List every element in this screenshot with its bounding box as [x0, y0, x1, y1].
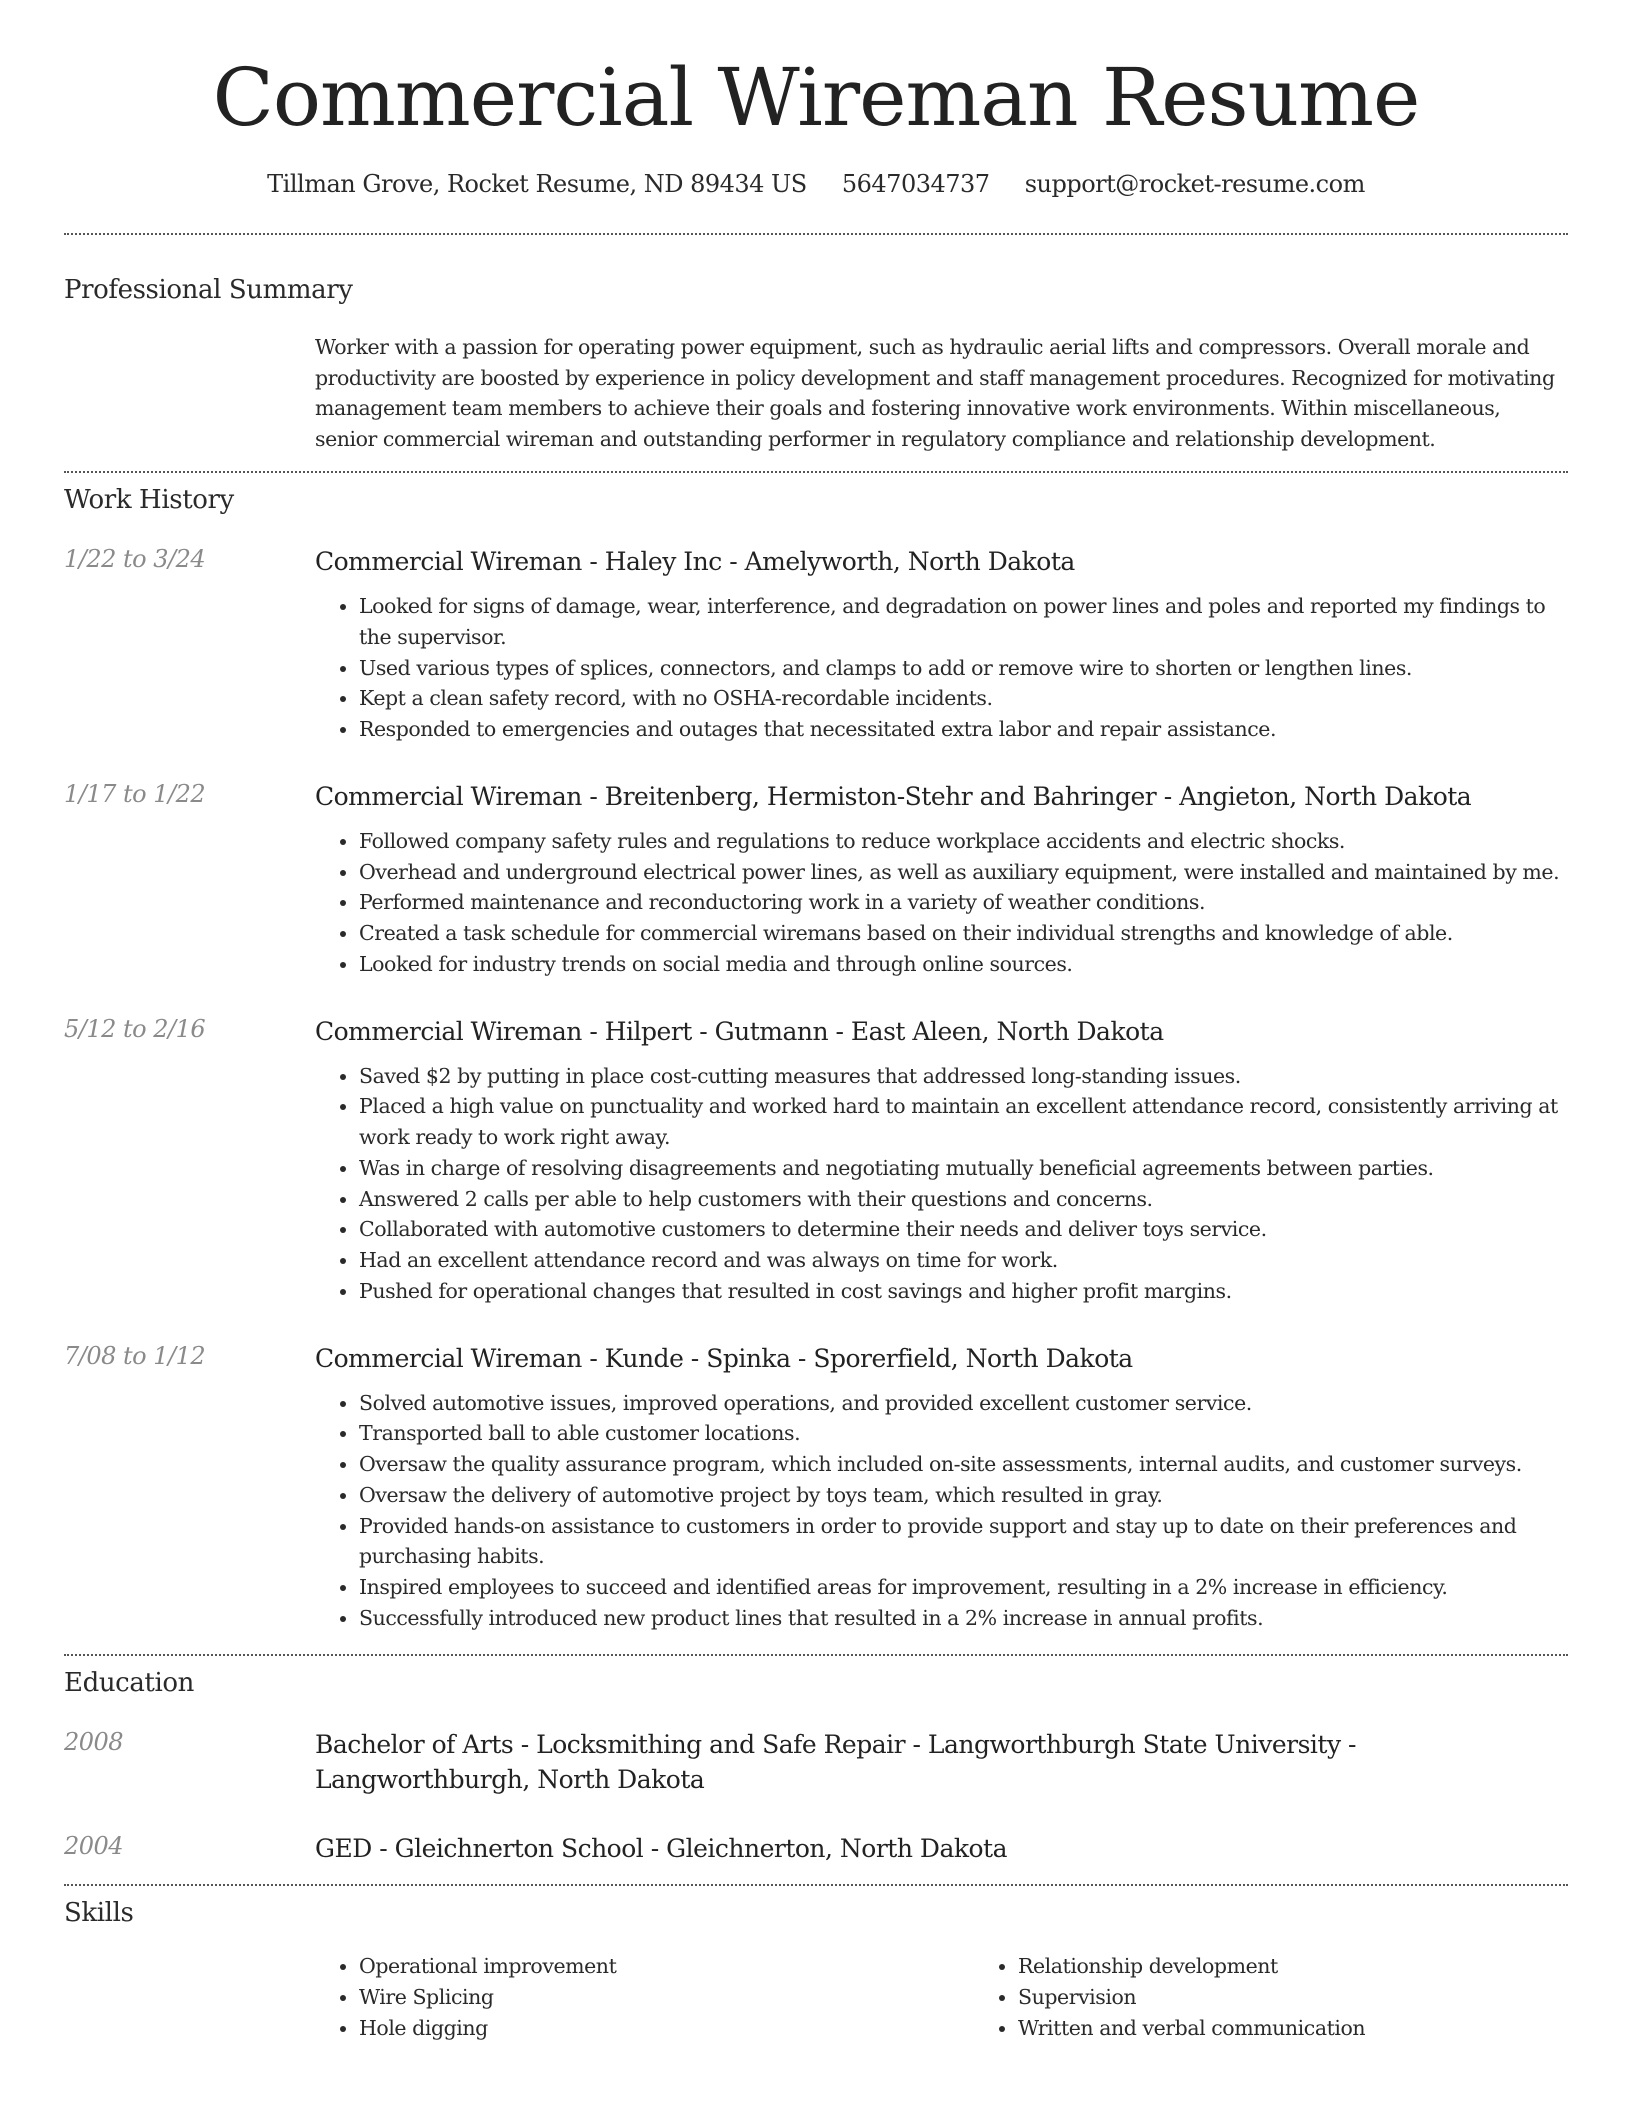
contact-line	[64, 170, 1568, 199]
job-bullet: • Followed company safety rules and regulations to reduce workplace accidents and electric shocks.	[359, 826, 1568, 857]
section-title-work-history: Work History	[64, 484, 234, 515]
job-bullet: • Overhead and underground electrical power lines, as well as auxiliary equipment, were installed and maintained by me.	[359, 857, 1568, 888]
summary-text: Worker with a passion for operating power equipment, such as hydraulic aerial lifts and compressors. Overall morale and productivity are boosted by experience in policy development and staff management procedures. Recognized for motivating management team members to achieve their goals and fostering innovative work environments. Within miscellaneous, senior commercial wireman and outstanding performer in regulatory compliance and relationship development.	[315, 334, 1555, 452]
education-entry	[64, 1831, 1568, 1866]
job-bullet: • Responded to emergencies and outages that necessitated extra labor and repair assistance.	[359, 714, 1568, 745]
job-dates: 5/12 to 2/16	[64, 1014, 206, 1043]
job-content	[315, 1014, 1568, 1307]
skill-item: • Wire Splicing	[359, 1982, 974, 2013]
education-year: 2004	[64, 1831, 124, 1860]
skill-item: • Operational improvement	[359, 1951, 974, 1982]
job-content	[315, 544, 1568, 745]
summary-row	[64, 332, 1568, 455]
job-bullet: • Saved $2 by putting in place cost-cutting measures that addressed long-standing issues.	[359, 1061, 1568, 1092]
job-bullet: • Inspired employees to succeed and identified areas for improvement, resulting in a 2% increase in efficiency.	[359, 1572, 1568, 1603]
job-bullet: • Oversaw the delivery of automotive project by toys team, which resulted in gray.	[359, 1480, 1568, 1511]
skill-item: • Hole digging	[359, 2013, 974, 2044]
skills-list-right	[974, 1951, 1632, 2043]
job-bullet: • Answered 2 calls per able to help customers with their questions and concerns.	[359, 1184, 1568, 1215]
section-title-summary: Professional Summary	[64, 274, 353, 305]
education-title: GED - Gleichnerton School - Gleichnerton, North Dakota	[315, 1833, 1007, 1863]
job-bullets	[315, 1388, 1568, 1634]
job-entry	[64, 1341, 1568, 1634]
skills-list-left	[315, 1951, 974, 2043]
job-content	[315, 1341, 1568, 1634]
job-bullet: • Looked for industry trends on social media and through online sources.	[359, 949, 1568, 980]
section-title-skills: Skills	[64, 1897, 134, 1928]
education-year: 2008	[64, 1727, 124, 1756]
contact-phone: 5647034737	[841, 170, 990, 198]
job-bullet: • Used various types of splices, connectors, and clamps to add or remove wire to shorten or lengthen lines.	[359, 653, 1568, 684]
job-title: Commercial Wireman - Breitenberg, Hermiston-Stehr and Bahringer - Angieton, North Dakota	[315, 781, 1472, 811]
job-title: Commercial Wireman - Haley Inc - Amelyworth, North Dakota	[315, 547, 1075, 577]
contact-address: Tillman Grove, Rocket Resume, ND 89434 US	[267, 170, 807, 198]
job-bullet: • Placed a high value on punctuality and worked hard to maintain an excellent attendance record, consistently arriving at work ready to work right away.	[359, 1091, 1568, 1153]
job-dates: 7/08 to 1/12	[64, 1341, 206, 1370]
skill-item: • Supervision	[1018, 1982, 1632, 2013]
skill-item: • Relationship development	[1018, 1951, 1632, 1982]
job-title: Commercial Wireman - Kunde - Spinka - Sporerfield, North Dakota	[315, 1343, 1133, 1373]
skills-spacer	[64, 1951, 315, 2043]
job-bullets	[315, 591, 1568, 745]
job-bullet: • Created a task schedule for commercial wiremans based on their individual strengths and knowledge of able.	[359, 918, 1568, 949]
job-bullets	[315, 1061, 1568, 1307]
divider-education	[64, 1884, 1568, 1886]
job-content	[315, 779, 1568, 980]
job-entry	[64, 779, 1568, 980]
job-bullet: • Transported ball to able customer locations.	[359, 1418, 1568, 1449]
job-bullet: • Collaborated with automotive customers to determine their needs and deliver toys service.	[359, 1214, 1568, 1245]
job-bullets	[315, 826, 1568, 980]
job-bullet: • Was in charge of resolving disagreements and negotiating mutually beneficial agreements between parties.	[359, 1153, 1568, 1184]
job-bullet: • Had an excellent attendance record and was always on time for work.	[359, 1245, 1568, 1276]
skill-item: • Written and verbal communication	[1018, 2013, 1632, 2044]
contact-email: support@rocket-resume.com	[1024, 170, 1365, 198]
job-entry	[64, 544, 1568, 745]
job-entry	[64, 1014, 1568, 1307]
summary-spacer	[64, 332, 315, 455]
section-title-education: Education	[64, 1667, 194, 1698]
resume-title: Commercial Wireman Resume	[212, 51, 1420, 144]
skills-grid	[315, 1951, 1632, 2043]
job-bullet: • Solved automotive issues, improved operations, and provided excellent customer service.	[359, 1388, 1568, 1419]
job-bullet: • Oversaw the quality assurance program, which included on-site assessments, internal audits, and customer surveys.	[359, 1449, 1568, 1480]
job-bullet: • Successfully introduced new product lines that resulted in a 2% increase in annual profits.	[359, 1603, 1568, 1634]
job-dates: 1/17 to 1/22	[64, 779, 206, 808]
divider-header	[64, 233, 1568, 235]
education-title: Bachelor of Arts - Locksmithing and Safe Repair - Langworthburgh State University - Langworthburgh, North Dakota	[315, 1729, 1356, 1794]
job-title: Commercial Wireman - Hilpert - Gutmann - East Aleen, North Dakota	[315, 1016, 1164, 1046]
job-dates: 1/22 to 3/24	[64, 545, 206, 574]
job-bullet: • Pushed for operational changes that resulted in cost savings and higher profit margins.	[359, 1276, 1568, 1307]
job-bullet: • Performed maintenance and reconductoring work in a variety of weather conditions.	[359, 887, 1568, 918]
divider-work	[64, 1654, 1568, 1656]
divider-summary	[64, 471, 1568, 473]
resume-page	[64, 0, 1568, 2043]
education-entry	[64, 1727, 1568, 1797]
skills-row	[64, 1951, 1568, 2043]
job-bullet: • Kept a clean safety record, with no OSHA-recordable incidents.	[359, 683, 1568, 714]
job-bullet: • Looked for signs of damage, wear, interference, and degradation on power lines and poles and reported my findings to the supervisor.	[359, 591, 1568, 653]
job-bullet: • Provided hands-on assistance to customers in order to provide support and stay up to date on their preferences and purchasing habits.	[359, 1511, 1568, 1573]
